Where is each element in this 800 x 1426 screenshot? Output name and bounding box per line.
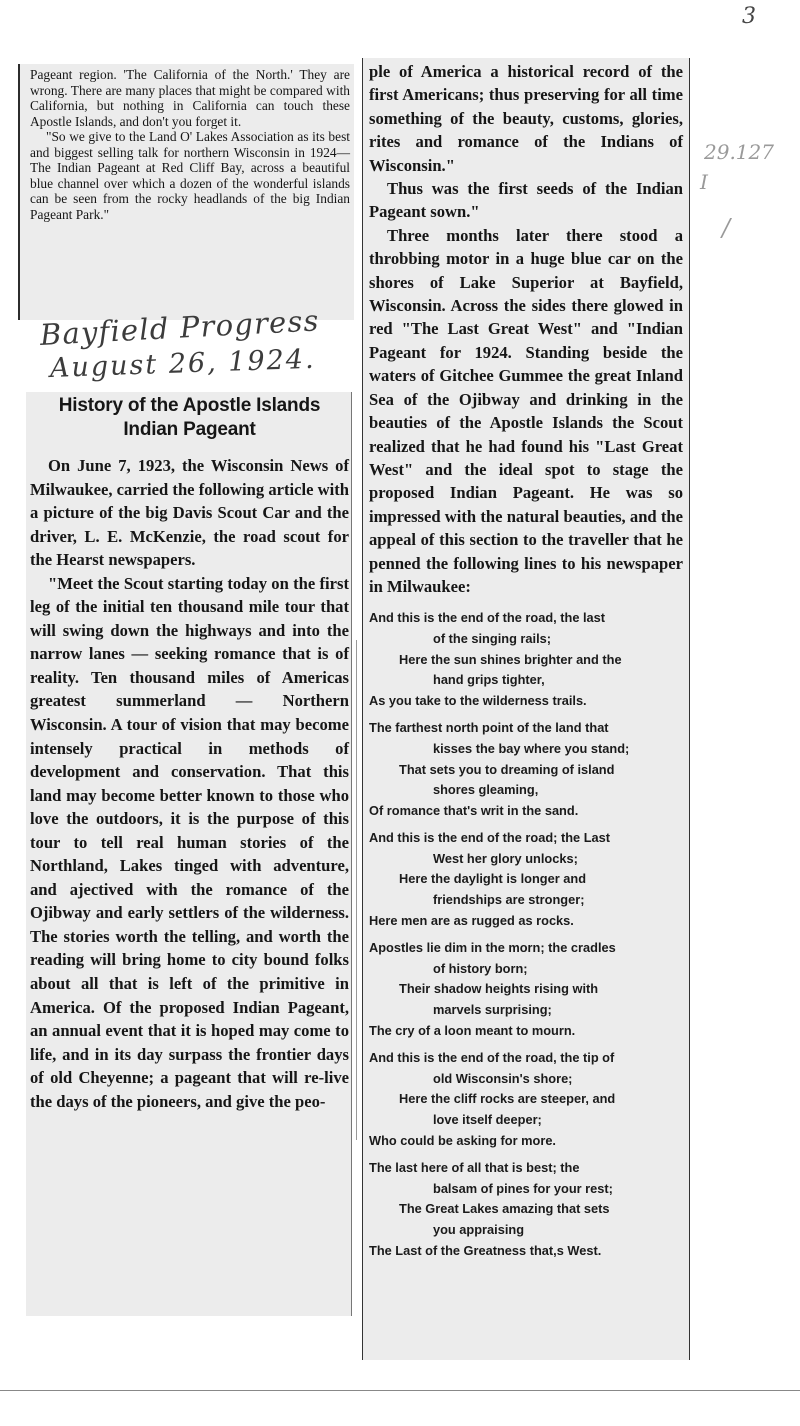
article-left-column xyxy=(26,392,352,1316)
poem-stanza xyxy=(369,718,683,821)
poem-line: And this is the end of the road, the tip of xyxy=(369,1050,615,1066)
poem-line: Here the daylight is longer and xyxy=(399,871,587,887)
article-body-right xyxy=(369,60,683,598)
poem xyxy=(369,608,683,1261)
article-paragraph: Thus was the first seeds of the Indian Pageant sown." xyxy=(369,179,683,222)
poem-line: And this is the end of the road, the last xyxy=(369,610,606,626)
poem-line: of history born; xyxy=(433,960,528,976)
poem-stanza xyxy=(369,1158,683,1261)
article-right-column xyxy=(362,58,690,1360)
poem-line: you appraising xyxy=(433,1221,525,1237)
clipping-paragraph: "So we give to the Land O' Lakes Association as its best and biggest selling talk for northern Wisconsin in 1924—The Indian Pageant at Red Cliff Bay, across a beautiful blue channel over which a dozen of the wonderful islands can be seen from the rocky headlands of the big Indian Pageant Park." xyxy=(30,129,350,222)
poem-line: balsam of pines for your rest; xyxy=(433,1180,613,1196)
poem-line: friendships are stronger; xyxy=(433,892,585,908)
poem-line: Apostles lie dim in the morn; the cradles xyxy=(369,940,616,956)
poem-line: Here men are as rugged as rocks. xyxy=(369,912,574,928)
poem-line: The cry of a loon meant to mourn. xyxy=(369,1022,576,1038)
small-type-clipping xyxy=(18,64,354,320)
article-headline: History of the Apostle Islands Indian Pageant xyxy=(58,395,321,440)
poem-line: The Great Lakes amazing that sets xyxy=(399,1201,610,1217)
poem-stanza xyxy=(369,1048,683,1151)
poem-line: That sets you to dreaming of island xyxy=(399,761,615,777)
clipping-paragraph: Pageant region. 'The California of the North.' They are wrong. There are many places that might be compared with California, but nothing in California can touch these Apostle Islands, and don't you forget it. xyxy=(30,67,350,129)
poem-stanza xyxy=(369,608,683,711)
article-paragraph: Three months later there stood a throbbing motor in a huge blue car on the shores of Lake Superior at Bayfield, Wisconsin. Across the sides there glowed in red "The Last Great West" and "Indian Pageant for 1924. Standing beside the waters of Gitchee Gummee the great Inland Sea of the Ojibway and drinking in the beauties of the Apostle Islands the Scout realized that he had found his "Last Great West" and the ideal spot to stage the proposed Indian Pageant. He was so impressed with the natural beauties, and the appeal of this section to the traveller that he penned the following lines to his newspaper in Milwaukee: xyxy=(369,225,683,596)
article-body-left xyxy=(30,454,349,1113)
handwritten-source-note xyxy=(39,303,340,384)
poem-line: The farthest north point of the land that xyxy=(369,720,609,736)
handwritten-date: August 26, 1924. xyxy=(49,343,317,384)
poem-line: As you take to the wilderness trails. xyxy=(369,692,587,708)
poem-line: The Last of the Greatness that,s West. xyxy=(369,1242,602,1258)
handwritten-newspaper-name: Bayfield Progress xyxy=(39,303,321,352)
poem-line: shores gleaming, xyxy=(433,782,539,798)
poem-line: And this is the end of the road; the Last xyxy=(369,830,611,846)
poem-line: Of romance that's writ in the sand. xyxy=(369,802,579,818)
margin-annotation-stroke: / xyxy=(722,214,731,242)
poem-line: Here the cliff rocks are steeper, and xyxy=(399,1091,616,1107)
article-paragraph: "Meet the Scout starting today on the first leg of the initial ten thousand mile tour that will swing down the highways and into the narrow lanes — seeking romance that is of reality. Ten thousand miles of Americas greatest summerland — Northern Wisconsin. A tour of vision that may become intensely practical in methods of development and conservation. That this land may become better known to those who love the outdoors, it is the purpose of this tour to tell real human stories of the Northland, Lakes tinged with adventure, and ajectived with the romance of the Ojibway and early settlers of the wilderness. The stories worth the telling, and worth the reading will bring home to city bound folks about all that is left of the primitive in America. Of the proposed Indian Pageant, an annual event that it is hoped may come to life, and in its day surpass the frontier days of old Cheyenne; a pageant that will re-live the days of the pioneers, and give the peo- xyxy=(30,573,349,1111)
poem-line: kisses the bay where you stand; xyxy=(433,740,630,756)
poem-line: old Wisconsin's shore; xyxy=(433,1070,573,1086)
poem-line: Here the sun shines brighter and the xyxy=(399,651,622,667)
article-paragraph: On June 7, 1923, the Wisconsin News of Milwaukee, carried the following article with a picture of the big Davis Scout Car and the driver, L. E. McKenzie, the road scout for the Hearst newspapers. xyxy=(30,456,349,570)
margin-annotation-letter: I xyxy=(700,170,708,194)
poem-line: marvels surprising; xyxy=(433,1002,552,1018)
poem-line: The last here of all that is best; the xyxy=(369,1160,580,1176)
margin-annotation-number: 29.127 xyxy=(704,140,774,164)
poem-line: hand grips tighter, xyxy=(433,672,545,688)
article-paragraph: ple of America a historical record of the first Americans; thus preserving for all time something of the beauty, customs, glories, rites and romance of the Indians of Wisconsin." xyxy=(369,62,683,175)
poem-line: West her glory unlocks; xyxy=(433,850,578,866)
column-divider-line xyxy=(356,640,357,1140)
poem-line: of the singing rails; xyxy=(433,630,552,646)
poem-stanza xyxy=(369,828,683,931)
page-number: 3 xyxy=(742,4,756,29)
poem-stanza xyxy=(369,938,683,1041)
poem-line: love itself deeper; xyxy=(433,1112,542,1127)
poem-line: Who could be asking for more. xyxy=(369,1132,556,1148)
poem-line: Their shadow heights rising with xyxy=(399,981,599,997)
bottom-scan-edge xyxy=(0,1390,800,1391)
